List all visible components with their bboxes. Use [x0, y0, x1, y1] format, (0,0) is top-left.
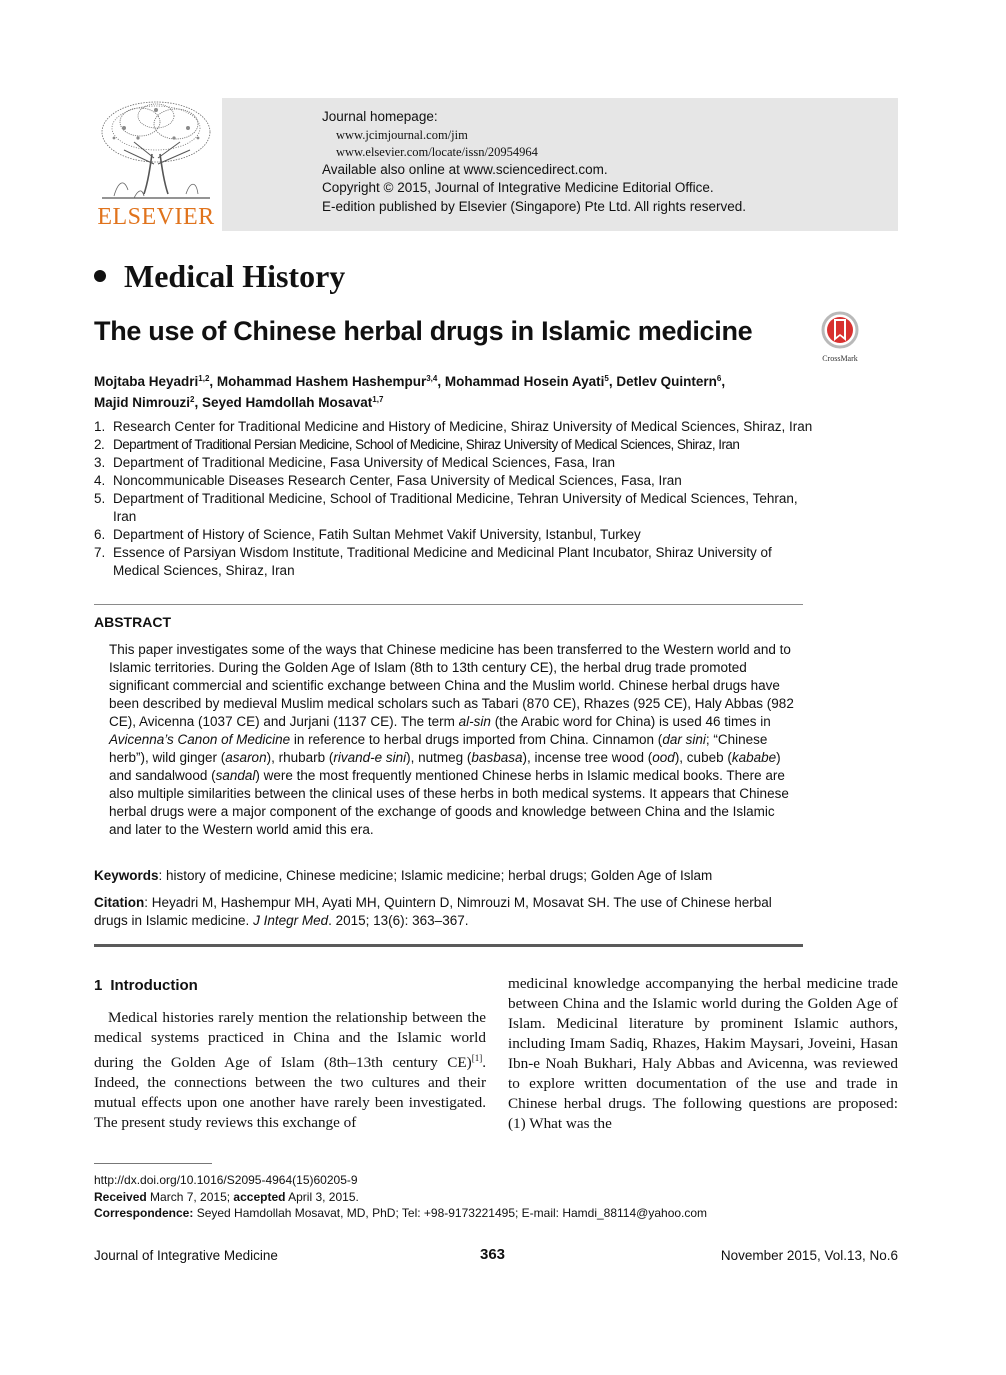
abstract-italic: rivand-e sini: [333, 750, 407, 765]
abstract-italic: al-sin: [458, 714, 491, 729]
homepage-url-1[interactable]: www.jcimjournal.com/jim: [336, 127, 468, 142]
footer-issue: November 2015, Vol.13, No.6: [720, 1248, 898, 1263]
affiliation-text: Department of Traditional Medicine, School of Traditional Medicine, Tehran University of Medical Sciences, Tehran, Iran: [113, 491, 798, 524]
affiliation-text: Essence of Parsiyan Wisdom Institute, Traditional Medicine and Medicinal Plant Incubator, Shiraz University of Medical Sciences, Shiraz, Iran: [113, 545, 772, 578]
section-heading-text: Medical History: [124, 258, 346, 294]
affiliation-number: 3.: [94, 455, 106, 470]
affiliation-number: 7.: [94, 545, 106, 560]
abstract-italic: ood: [652, 750, 675, 765]
received-date: March 7, 2015;: [146, 1189, 234, 1204]
author[interactable]: Seyed Hamdollah Mosavat: [201, 395, 373, 410]
abstract-text: (the Arabic word for China) is used 46 times in: [490, 714, 771, 729]
keywords: [94, 867, 804, 885]
citation: [94, 894, 804, 930]
homepage-label: Journal homepage:: [322, 109, 438, 124]
author-sep: ,: [194, 395, 202, 410]
affiliation-item: [94, 472, 814, 490]
abstract-italic: sandal: [215, 768, 256, 783]
divider-thick: [94, 944, 803, 947]
abstract-italic: asaron: [225, 750, 267, 765]
doi-link[interactable]: http://dx.doi.org/10.1016/S2095-4964(15)60205-9: [94, 1173, 358, 1187]
footnotes: [94, 1172, 707, 1222]
author[interactable]: Mohammad Hosein Ayati: [444, 374, 605, 389]
correspondence-label: Correspondence:: [94, 1206, 194, 1220]
correspondence: [94, 1205, 707, 1222]
journal-info: [322, 108, 746, 216]
affiliation-text: Research Center for Traditional Medicine and History of Medicine, Shiraz University of Medical Sciences, Shiraz, Iran: [113, 419, 813, 434]
author-sep: ,: [437, 374, 445, 389]
author-list: [94, 370, 814, 412]
reference-link[interactable]: [1]: [471, 1053, 483, 1063]
intro-paragraph-cont: medicinal knowledge accompanying the herbal medicine trade between China and the Islamic world during the Golden Age of Islam. Medicinal literature by prominent Islamic authors, including Imam Sadiq, Rhazes, Hakim Maysari, Joveini, Hasan Ibn-e Noah Bukhari, Haly Abbas and Avicenna, was reviewed to explore written documentation of the use and trade in Chinese herbal drugs. The following questions are proposed: (1) What was the: [508, 975, 898, 1132]
available-online: Available also online at www.sciencedirect.com.: [322, 161, 608, 177]
citation-journal: J Integr Med: [253, 913, 329, 928]
author-affil: 2: [190, 395, 195, 404]
author[interactable]: Detlev Quintern: [616, 374, 717, 389]
copyright: Copyright © 2015, Journal of Integrative Medicine Editorial Office.: [322, 180, 714, 195]
crossmark-badge[interactable]: [818, 311, 862, 363]
abstract-text: ), rhubarb (: [266, 750, 334, 765]
affiliation-list: [94, 418, 814, 580]
abstract-text: This paper investigates some of the ways that Chinese medicine has been transferred to the Western world and to Islamic territories. During the Golden Age of Islam (8th to 13th century CE), the herbal drug trade promoted significant commercial and scientific exchange between China and the Muslim world. Chinese herbal drugs have been described by medieval Muslim medical scholars such as Tabari (870 CE), Rhazes (925 CE), Haly Abbas (982 CE), Avicenna (1037 CE) and Jurjani (1137 CE). The term: [109, 642, 794, 729]
abstract-italic: dar sini: [662, 732, 706, 747]
affiliation-text: Department of Traditional Persian Medicine, School of Medicine, Shiraz University of Medical Sciences, Shiraz, Iran: [113, 437, 740, 452]
intro-heading: [94, 976, 486, 996]
edition-note: E-edition published by Elsevier (Singapore) Pte Ltd. All rights reserved.: [322, 198, 746, 214]
keywords-text: : history of medicine, Chinese medicine; Islamic medicine; herbal drugs; Golden Age of Islam: [158, 868, 713, 883]
bullet-icon: [94, 270, 106, 282]
affiliation-number: 2.: [94, 437, 105, 452]
accepted-date: April 3, 2015.: [285, 1189, 359, 1204]
author-affil: 1,2: [198, 374, 210, 383]
publisher-logo-text: ELSEVIER: [97, 204, 215, 230]
affiliation-item: [94, 418, 814, 436]
journal-info-box: [222, 98, 898, 231]
body-text: Medical histories rarely mention the relationship between the medical systems practiced in China and the Islamic world during the Golden Age of Islam (8th–13th century CE): [94, 1009, 486, 1071]
affiliation-item: [94, 454, 814, 472]
abstract-italic: Avicenna’s Canon of Medicine: [109, 732, 291, 747]
affiliation-text: Department of Traditional Medicine, Fasa University of Medical Sciences, Fasa, Iran: [113, 455, 615, 470]
abstract-text: ) and sandalwood (: [109, 750, 781, 783]
elsevier-logo: [94, 98, 218, 233]
abstract-text: ), nutmeg (: [406, 750, 472, 765]
abstract-text: in reference to herbal drugs imported from China. Cinnamon (: [290, 732, 663, 747]
intro-title: Introduction: [110, 977, 198, 994]
footer-journal: Journal of Integrative Medicine: [94, 1248, 278, 1263]
body-column-right: [508, 974, 898, 1134]
author-sep: ,: [721, 374, 726, 389]
citation-tail: . 2015; 13(6): 363–367.: [328, 913, 469, 928]
body-text: . Indeed, the connections between the two cultures and their mutual effects upon one another have rarely been investigated. The present study reviews this exchange of: [94, 1054, 486, 1131]
abstract-text: ), cubeb (: [674, 750, 732, 765]
divider: [94, 604, 803, 605]
author-affil: 1,7: [372, 395, 384, 404]
abstract-text: ) were the most frequently mentioned Chinese herbs in Islamic medical books. There are also multiple similarities between the clinical uses of these herbs in both medical systems. It appears that Chinese herbal drugs were a major component of the exchange of goods and knowledge between China and the Islamic and later to the Western world amid this era.: [109, 768, 789, 837]
affiliation-item: [94, 490, 814, 526]
abstract-body: [109, 641, 799, 839]
abstract-text: ; “Chinese herb”), wild ginger (: [109, 732, 768, 765]
affiliation-number: 4.: [94, 473, 106, 488]
received-label: Received: [94, 1189, 147, 1204]
abstract-italic: kababe: [731, 750, 777, 765]
author-sep: ,: [209, 374, 217, 389]
citation-label: Citation: [94, 895, 145, 910]
abstract-italic: basbasa: [471, 750, 523, 765]
author[interactable]: Majid Nimrouzi: [94, 395, 191, 410]
author-affil: 3,4: [426, 374, 438, 383]
section-heading: [94, 258, 345, 295]
accepted-label: accepted: [233, 1189, 286, 1204]
author[interactable]: Mojtaba Heyadri: [94, 374, 199, 389]
elsevier-tree-icon: [94, 98, 218, 206]
author-affil: 5: [604, 374, 609, 383]
author-sep: ,: [608, 374, 617, 389]
author-affil: 6: [716, 374, 722, 383]
affiliation-text: Noncommunicable Diseases Research Center, Fasa University of Medical Sciences, Fasa, Iran: [113, 473, 682, 488]
affiliation-number: 6.: [94, 527, 106, 542]
affiliation-number: 1.: [94, 419, 106, 434]
footnote-rule: [94, 1163, 212, 1164]
homepage-url-2[interactable]: www.elsevier.com/locate/issn/20954964: [336, 144, 538, 159]
dates: [94, 1189, 707, 1206]
body-column-left: [94, 976, 486, 1133]
affiliation-item: [94, 436, 814, 454]
crossmark-label: CrossMark: [822, 354, 858, 363]
keywords-label: Keywords: [94, 868, 159, 883]
abstract-text: ), incense tree wood (: [522, 750, 653, 765]
correspondence-text: Seyed Hamdollah Mosavat, MD, PhD; Tel: +98-9173221495; E-mail: Hamdi_88114@yahoo.com: [193, 1206, 708, 1220]
citation-text: : Heyadri M, Hashempur MH, Ayati MH, Quintern D, Nimrouzi M, Mosavat SH. The use of Chinese herbal drugs in Islamic medicine.: [94, 895, 772, 928]
crossmark-icon: [818, 311, 862, 351]
affiliation-text: Department of History of Science, Fatih Sultan Mehmet Vakif University, Istanbul, Turkey: [113, 527, 641, 542]
page-number: 363: [480, 1246, 506, 1263]
intro-paragraph: [94, 1008, 486, 1133]
abstract-heading: ABSTRACT: [94, 614, 171, 630]
affiliation-item: [94, 526, 814, 544]
affiliation-item: [94, 544, 814, 580]
affiliation-number: 5.: [94, 491, 106, 506]
intro-number: 1: [94, 977, 103, 994]
author[interactable]: Mohammad Hashem Hashempur: [216, 374, 427, 389]
article-title: The use of Chinese herbal drugs in Islamic medicine: [94, 316, 753, 346]
